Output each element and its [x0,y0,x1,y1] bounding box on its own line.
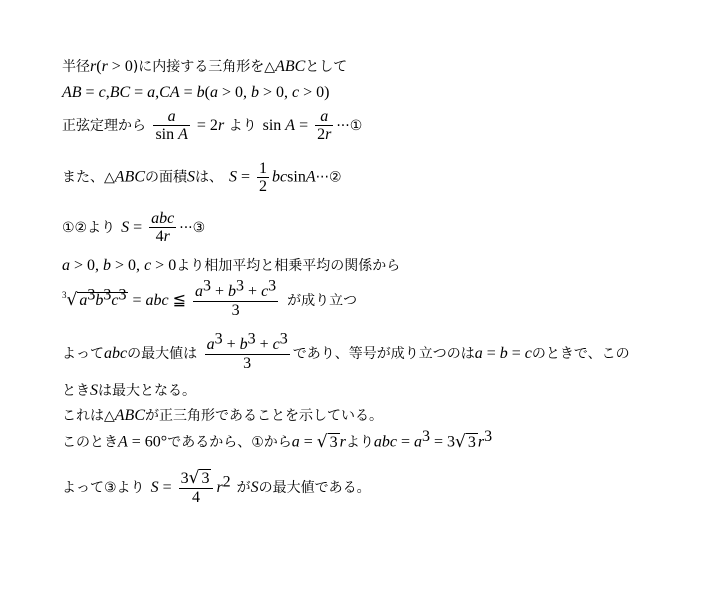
math-var: ABC [114,407,145,424]
text-line-2 [62,84,330,102]
text: )に内接する三角形を△ [132,59,276,75]
fraction [153,108,189,144]
math-var: b [95,292,104,309]
radicand: 3 [329,434,338,451]
text: は、 [195,169,223,186]
radicand [77,286,128,309]
numerator: a [153,108,189,126]
math-var: a [209,84,218,101]
math-var: S [90,382,98,399]
math-var: c [111,292,119,309]
fraction [149,210,176,246]
text: ···① [336,118,363,134]
math-var: S [229,168,237,186]
math-var: c [272,336,280,353]
math-var: r [90,58,97,75]
text: ···③ [179,220,206,236]
radical-sign: √ [66,290,78,310]
math-var: CA [159,84,180,101]
math-var: abc [104,345,128,362]
math: , [105,84,110,101]
text: より相加平均と相乗平均の関係から [176,258,401,274]
text: また、△ [62,169,115,186]
math-var: r [163,228,170,245]
radical-sign: √ [455,432,466,452]
math-var: A [178,126,188,143]
math: = [130,84,148,101]
text: より [345,434,374,451]
math: = 2 [192,117,218,134]
text-line-10 [62,407,383,425]
math: > 0, [217,84,252,101]
math: = 3 [430,433,456,451]
math-var: c [98,84,106,101]
exponent: 3 [103,286,112,304]
square-root [189,470,212,488]
math-var: r [101,58,108,75]
text: このとき [62,434,118,451]
exponent: 3 [236,277,245,295]
math: ≦ [168,292,190,309]
fraction [179,470,214,506]
math-var: a [206,336,215,353]
math-var: ABC [114,168,145,186]
math-var: A [118,433,128,451]
text-line-11 [62,427,493,452]
radical-sign: √ [188,468,200,488]
radicand: 3 [201,470,210,487]
exponent: 3 [118,286,127,304]
math-var: b [196,84,205,101]
text: の最大値は [127,346,198,362]
text: 正弦定理から [62,118,146,134]
math-var: a [62,257,70,274]
numerator: a [315,108,333,126]
text: のときで、この [531,346,630,362]
denominator [315,126,333,144]
text: ①②より [62,220,116,236]
text-line-6 [62,257,400,275]
math: = [396,433,415,451]
math-var: b [499,345,508,362]
math-var: r [216,479,223,496]
math: > 0, [111,257,145,274]
math-var: a [414,433,423,451]
text-line-12 [62,470,371,506]
math: > 0) [299,84,330,101]
math-var: b [251,84,260,101]
text-line-1 [62,58,347,76]
text: であり、等号が成り立つのは [292,346,475,362]
math: , [155,84,160,101]
math-var: S [250,479,259,496]
math: + [255,336,273,353]
math: + [244,283,262,300]
exponent: 3 [279,330,288,348]
math: 3 [180,470,189,487]
text: が正三角形であることを示している。 [145,408,383,424]
math: = [295,117,313,134]
square-root [317,433,340,452]
math: > 0 [107,58,133,75]
denominator [149,228,176,246]
exponent: 3 [268,277,277,295]
text-line-4 [62,160,342,195]
math: sin [287,168,306,186]
math: = 60° [127,433,168,451]
math-var: BC [109,84,131,101]
text: よって [62,346,104,362]
math-var: a [474,345,483,362]
math-var: c [524,345,532,362]
text: の最大値である。 [258,480,371,496]
text: とき [62,383,90,399]
math: = [507,345,525,362]
square-root [455,433,478,452]
math: = [128,292,146,309]
math-var: b [228,283,237,300]
math-var: S [150,479,159,496]
math: = [129,219,147,236]
math-var: c [261,283,269,300]
exponent: 3 [214,330,223,348]
math-var: abc [373,433,397,451]
math-var: A [285,117,296,134]
math: > 0, [70,257,104,274]
text-line-9 [62,382,196,400]
radicand: 3 [467,434,476,451]
math-var: a [79,292,88,309]
math: = [299,433,317,451]
math-var: r [477,433,485,451]
text-line-5 [62,210,205,246]
exponent: 3 [247,330,256,348]
math-var: S [187,168,195,186]
numerator: 1 [259,160,268,177]
exponent: 3 [422,427,431,445]
math-var: r [217,117,225,134]
text: であるから、①から [167,434,292,451]
exponent: 2 [222,473,231,491]
math-var: b [239,336,248,353]
exponent: 3 [87,286,96,304]
root-index: 3 [62,290,67,300]
math-var: a [195,283,203,300]
math: = [482,345,500,362]
exponent: 3 [203,277,211,295]
math: > 0, [259,84,293,101]
math-var: abc [145,292,169,309]
denominator: 4 [192,489,201,506]
math-var: b [103,257,112,274]
denominator: 3 [231,302,240,319]
math-var: a [147,84,156,101]
fraction [193,277,278,319]
text: が [236,480,251,496]
math-var: A [305,168,316,186]
denominator: 3 [243,355,252,372]
text: よって③より [62,480,145,496]
math: + [211,283,229,300]
fraction [205,330,290,372]
text: の面積 [145,169,187,186]
numerator [179,470,214,489]
math: > 0 [151,257,177,274]
text: 半径 [62,59,90,75]
math: = [179,84,197,101]
text-line-7 [62,277,358,319]
math-var: S [121,219,130,236]
math: ( [96,58,102,75]
cube-root [62,286,128,311]
math: = [237,168,255,186]
text: これは△ [62,408,115,424]
math-var: r [339,433,346,451]
math: 4 [155,228,164,245]
math-var: r [325,126,332,143]
math: = [81,84,99,101]
numerator [205,330,290,355]
text-line-3 [62,108,362,144]
math-var: bc [272,168,288,186]
math-var: AB [62,84,82,101]
math-var: a [291,433,300,451]
text: が成り立つ [287,293,358,309]
fraction [315,108,333,144]
math: sin [155,126,179,143]
exponent: 3 [484,427,493,445]
math: + [222,336,240,353]
math-var: c [292,84,300,101]
denominator [153,126,189,144]
text: ···② [315,169,342,186]
math: = [158,479,176,496]
math-var: ABC [275,58,306,75]
text: として [305,59,348,75]
numerator [193,277,278,302]
math: ( [204,84,210,101]
text: より [224,118,257,134]
numerator: abc [151,210,175,227]
math: 2 [317,126,326,143]
denominator: 2 [259,178,268,195]
text-line-8 [62,330,630,372]
text: は最大となる。 [98,383,196,399]
math: sin [262,117,286,134]
fraction [257,160,269,195]
radical-sign: √ [316,432,328,452]
math-var: c [144,257,152,274]
